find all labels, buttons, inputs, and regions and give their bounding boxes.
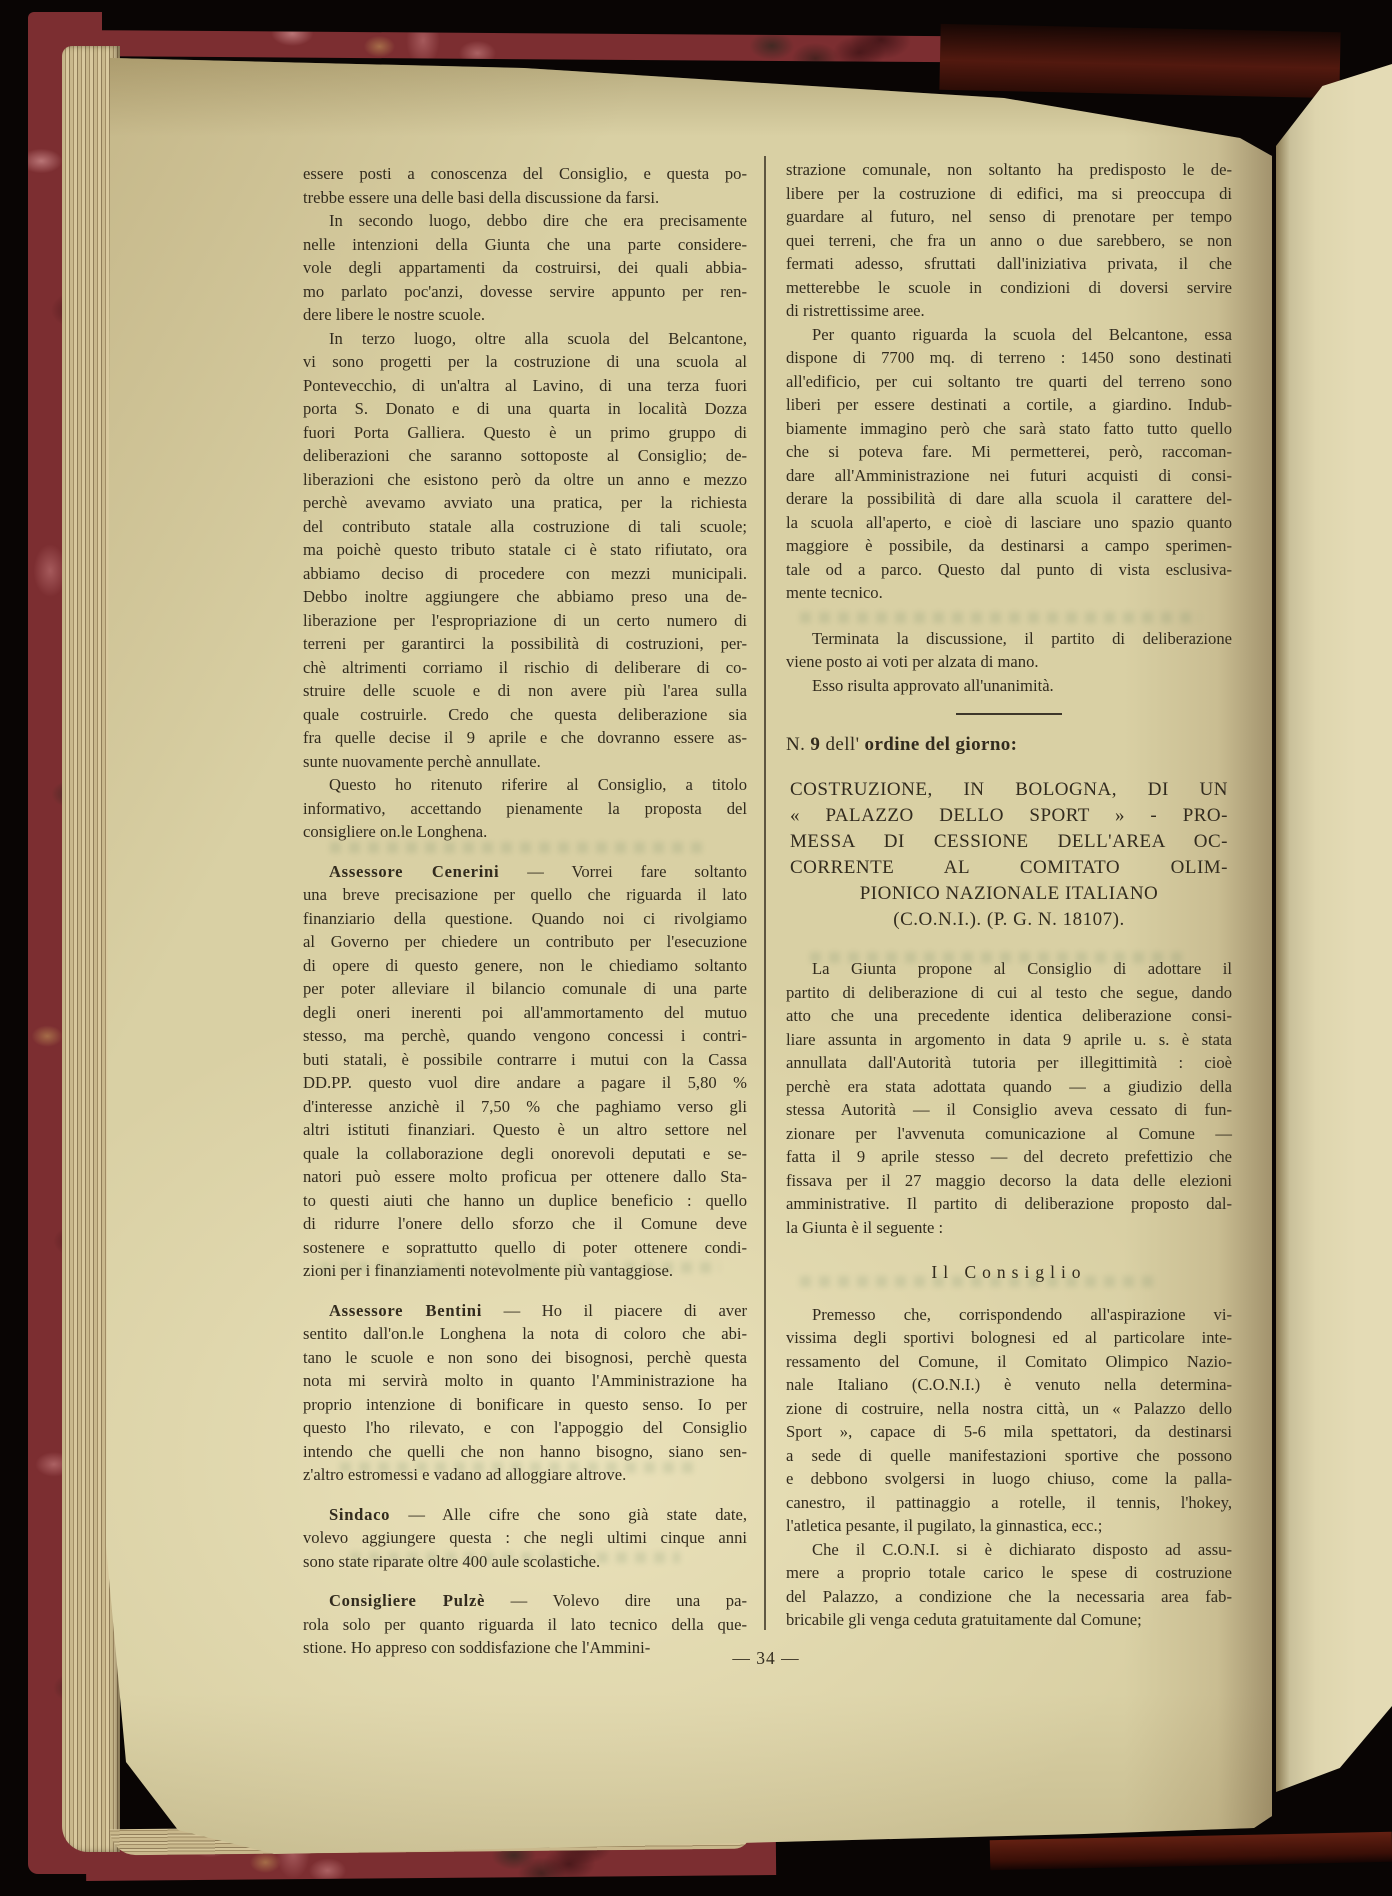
text-line: amministrative. Il partito di deliberazione proposto dal- [786,1194,1232,1213]
text-line: Consigliere Pulzè — Volevo dire una pa- [329,1591,747,1610]
text-line: Terminata la discussione, il partito di deliberazione [812,628,1232,648]
text-line: derare la possibilità di dare alla scuola il carattere del- [786,489,1232,508]
column-divider-rule [764,156,766,1630]
text-line: vi sono progetti per la costruzione di una scuola al [303,352,747,371]
text-line: perchè era stata adottata quando — a giudizio della [786,1076,1232,1096]
text-line: struire delle scuole e di non avere più l'area sulla [303,681,747,700]
text-line: mente tecnico. [786,583,883,602]
text-line: sentito dall'on.le Longhena la nota di coloro che abi- [303,1324,747,1343]
text-line: Debbo inoltre aggiungere che abbiamo preso una de- [303,587,747,606]
left-text-column [303,162,747,1660]
text-line: dare all'Amministrazione nei futuri acquisti di consi- [786,465,1232,485]
paragraph [303,209,747,327]
paragraph [786,627,1232,674]
text-line: essere posti a conoscenza del Consiglio, e questa po- [303,164,747,183]
text-line: che si poteva fare. Mi permetterei, però, raccoman- [786,442,1232,461]
text-line: l'atletica pesante, il pugilato, la ginnastica, ecc.; [786,1516,1103,1535]
text-line: finanziario della questione. Quando noi ci rivolgiamo [303,908,747,928]
text-line: di opere di questo genere, non le chiediamo soltanto [303,955,747,975]
text-line: e debbono svolgersi in luogo chiuso, come la palla- [786,1469,1232,1488]
text-line: all'edificio, per cui soltanto tre quarti del terreno sono [786,371,1232,391]
text-line: a sede di quelle manifestazioni sportive che possono [786,1445,1232,1465]
page-number: — 34 — [732,1648,800,1668]
text-line: DD.PP. questo vuol dire andare a pagare il 5,80 % [303,1073,747,1092]
text-line: « PALAZZO DELLO SPORT » - PRO- [790,805,1228,826]
text-line: In secondo luogo, debbo dire che era precisamente [329,211,747,230]
text-line: d'interesse anzichè il 7,50 % che paghiamo verso gli [303,1096,747,1116]
subsection-heading: Il Consiglio [931,1262,1087,1282]
text-line: guardare al futuro, nel senso di prenotare per tempo [786,207,1232,226]
text-line: una breve precisazione per quello che riguarda il lato [303,885,747,904]
speaker-paragraph [303,860,747,1283]
text-line: z'altro estromessi e vadano ad alloggiare altrove. [303,1465,627,1484]
paragraph [303,162,747,209]
text-line: nota mi servirà molto in quanto l'Amministrazione ha [303,1371,747,1390]
text-line: rola solo per quanto riguarda il lato tecnico della que- [303,1614,747,1634]
heading-text: N. [786,734,811,755]
text-line: mere a proprio totale carico le spese di costruzione [786,1563,1232,1582]
text-line: PIONICO NAZIONALE ITALIANO [859,883,1159,904]
text-line: liberazione per l'espropriazione di un certo numero di [303,610,747,630]
text-line: ressamento del Comune, il Comitato Olimpico Nazio- [786,1351,1232,1371]
paragraph [303,327,747,774]
paragraph [786,323,1232,605]
text-line: to questi aiuti che hanno un duplice beneficio : quello [303,1190,747,1210]
paragraph [786,1538,1232,1632]
text-line: Che il C.O.N.I. si è dichiarato disposto ad assu- [812,1539,1232,1559]
text-line: stione. Ho appreso con soddisfazione che l'Ammini- [303,1638,651,1657]
text-line: consigliere on.le Longhena. [303,822,488,841]
text-line: COSTRUZIONE, IN BOLOGNA, DI UN [790,779,1228,800]
text-line: altri istituti finanziari. Questo è un altro settore nel [303,1120,747,1139]
text-line: zioni per i finanziamenti notevolmente più vantaggiose. [303,1261,674,1280]
text-line: buti statali, è possibile contrarre i mutui con la Cassa [303,1049,747,1069]
speaker-name: Assessore Bentini [329,1300,483,1320]
text-line: liberazioni che esistono però da oltre un anno e mezzo [303,469,747,489]
text-line: tale od a parco. Questo dal punto di vista esclusiva- [786,559,1232,579]
paragraph [786,1303,1232,1538]
text-line: quei terreni, che fra un anno o due sarebbero, se non [786,230,1232,250]
text-line: dere libere le nostre scuole. [303,305,485,324]
agenda-item-heading [786,733,1232,757]
text-line: stessa Autorità — il Consiglio aveva cessato di fun- [786,1100,1232,1119]
text-line: vissima degli sportivi bolognesi ed al particolare inte- [786,1328,1232,1347]
text-line: liare assunta in argomento in data 9 aprile u. s. è stata [786,1029,1232,1049]
text-line: canestro, il pattinaggio a rotelle, il tennis, l'hokey, [786,1492,1232,1512]
text-line: maggiore è possibile, da destinarsi a campo sperimen- [786,536,1232,555]
text-line: bricabile gli venga ceduta gratuitamente dal Comune; [786,1610,1142,1629]
text-line: libere per la costruzione di edifici, ma si preoccupa di [786,183,1232,203]
text-line: al Governo per chiedere un contributo per l'esecuzione [303,932,747,951]
text-line: degli oneri inerenti poi all'ammortamento del mutuo [303,1002,747,1022]
text-line: terreni per garantirci la possibilità di costruzioni, per- [303,634,747,653]
text-line: intendo che quelli che non hanno bisogno, siano sen- [303,1441,747,1461]
section-separator-rule [956,713,1062,715]
text-line: Per quanto riguarda la scuola del Belcantone, essa [812,324,1232,344]
text-line: per poter alleviare il bilancio comunale di una parte [303,979,747,998]
paragraph [786,957,1232,1239]
text-line: Assessore Cenerini — Vorrei fare soltanto [329,861,747,881]
text-line: di ristrettissime aree. [786,301,925,320]
text-line: Assessore Bentini — Ho il piacere di aver [329,1300,747,1320]
text-line: zionare per l'avvenuta comunicazione al Comune — [786,1123,1232,1143]
text-line: MESSA DI CESSIONE DELL'AREA OC- [790,831,1228,852]
text-line: perchè avevamo avviato una pratica, per la richiesta [303,493,747,512]
heading-bold-text: ordine del giorno: [864,734,1018,755]
text-line: proprio intenzione di bonificare in questo senso. Io per [303,1394,747,1414]
text-line: Sport », capace di 5-6 mila spettatori, da destinarsi [786,1422,1232,1441]
speaker-name: Sindaco [329,1504,391,1524]
text-line: fra quelle decise il 9 aprile e che dovranno essere as- [303,728,747,747]
text-line: quale costruirle. Credo che questa deliberazione sia [303,704,747,724]
text-line: sostenere e soprattutto quello di poter ottenere condi- [303,1237,747,1257]
text-line: stesso, ma perchè, quando vengono concessi i contri- [303,1026,747,1045]
text-line: del Palazzo, a condizione che la necessaria area fab- [786,1586,1232,1606]
speaker-paragraph [303,1503,747,1574]
text-line: deliberazioni che saranno sottoposte al Consiglio; de- [303,446,747,465]
text-line: tano le scuole e non sono dei bisognosi, perchè questa [303,1347,747,1367]
book-binding-top-right [939,24,1340,98]
text-line: Questo ho ritenuto riferire al Consiglio, a titolo [329,775,747,794]
text-line: Pontevecchio, di un'altra al Lavino, di una terza fuori [303,375,747,395]
heading-bold-text: 9 [810,734,821,755]
book-binding-bottom-right [990,1832,1392,1870]
text-line: fuori Porta Galliera. Questo è un primo gruppo di [303,422,747,442]
text-line: In terzo luogo, oltre alla scuola del Belcantone, [329,328,747,348]
text-line: metterebbe le scuole in condizioni di doversi servire [786,277,1232,297]
text-line: zione di costruire, nella nostra città, un « Palazzo dello [786,1398,1232,1418]
speaker-name: Assessore Cenerini [329,861,500,881]
facing-page-edge [1276,56,1392,1816]
text-line: biamente immagino però che sarà stato fatto tutto quello [786,418,1232,438]
text-line: chè altrimenti corriamo il rischio di deliberare di co- [303,657,747,677]
text-line: quale la collaborazione degli onorevoli deputati e se- [303,1143,747,1163]
text-line: mo parlato poc'anzi, dovesse servire appunto per ren- [303,281,747,301]
text-line: Esso risulta approvato all'unanimità. [812,675,1054,695]
text-line: Premesso che, corrispondendo all'aspirazione vi- [812,1304,1232,1324]
text-line: fermati adesso, sfruttati dall'iniziativa privata, il che [786,254,1232,273]
heading-text: dell' [820,734,865,755]
text-line: del contributo statale alla costruzione di tali scuole; [303,516,747,536]
text-line: la Giunta è il seguente : [786,1217,944,1237]
text-line: nelle intenzioni della Giunta che una parte considere- [303,234,747,254]
text-line: Sindaco — Alle cifre che sono già state date, [329,1504,747,1524]
text-line: vole degli appartamenti da costruirsi, dei quali abbia- [303,258,747,277]
speaker-name: Consigliere Pulzè [329,1591,486,1610]
text-line: viene posto ai voti per alzata di mano. [786,652,1039,671]
text-line: trebbe essere una delle basi della discussione da farsi. [303,187,660,207]
text-line: volevo aggiungere questa : che negli ultimi cinque anni [303,1528,747,1547]
speaker-paragraph [303,1299,747,1487]
text-line: nale Italiano (C.O.N.I.) è venuto nella determina- [786,1375,1232,1394]
text-line: (C.O.N.I.). (P. G. N. 18107). [893,909,1125,930]
right-text-column [786,158,1232,1632]
text-line: partito di deliberazione di cui al testo che segue, dando [786,982,1232,1002]
text-line: CORRENTE AL COMITATO OLIM- [790,857,1228,878]
text-line: informativo, accettando pienamente la proposta del [303,798,747,818]
paragraph [786,158,1232,323]
text-line: ma poichè questo tributo statale ci è stato rifiutato, ora [303,540,747,559]
text-line: liberi per essere destinati a cortile, a giardino. Indub- [786,395,1232,414]
text-line: annullata dall'Autorità tutoria per illegittimità : cioè [786,1053,1232,1072]
text-line: fatta il 9 aprile stesso — del decreto prefettizio che [786,1147,1232,1166]
text-line: atto che una precedente identica deliberazione consi- [786,1006,1232,1025]
text-line: sono state riparate oltre 400 aule scolastiche. [303,1551,601,1571]
text-line: la scuola all'aperto, e cioè di lasciare uno spazio quanto [786,512,1232,532]
text-line: porta S. Donato e di una quarta in località Dozza [303,399,747,418]
paragraph [303,773,747,844]
text-line: dispone di 7700 mq. di terreno : 1450 sono destinati [786,348,1232,367]
text-line: La Giunta propone al Consiglio di adottare il [812,959,1232,978]
text-line: abbiamo deciso di procedere con mezzi municipali. [303,563,747,583]
text-line: fissava per il 27 maggio decorso la data delle elezioni [786,1170,1232,1190]
text-line: sunte nuovamente perchè annullate. [303,751,541,771]
deliberation-title [790,777,1228,933]
text-line: strazione comunale, non soltanto ha predisposto le de- [786,160,1232,179]
text-line: natori può essere molto proficua per ottenere dallo Sta- [303,1167,747,1186]
paragraph [786,674,1232,698]
text-line: di ridurre l'onere dello sforzo che il Comune deve [303,1214,747,1233]
text-line: questo l'ho rilevato, e con l'appoggio del Consiglio [303,1418,747,1437]
